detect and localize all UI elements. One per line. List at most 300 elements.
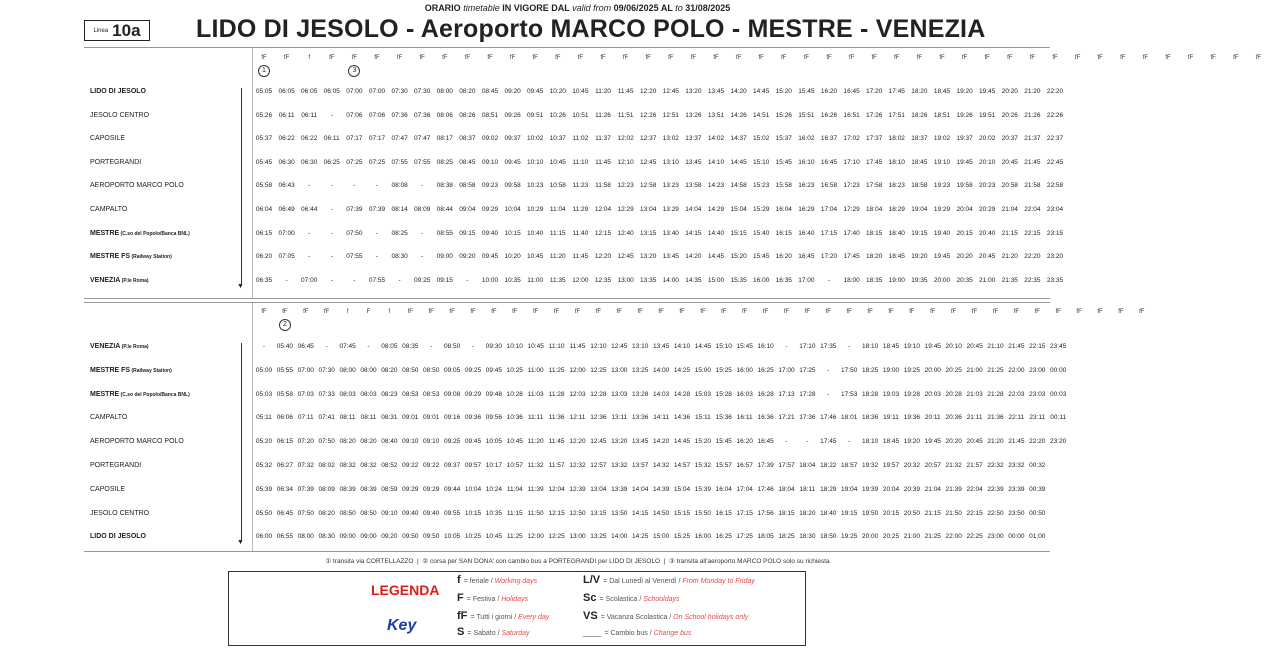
time-cell: 00:11 [1050,414,1067,422]
stop-name [90,88,146,95]
time-cell: 08:44 [436,206,453,213]
time-cell: 19:26 [956,111,973,119]
time-cell: 16:25 [715,533,732,541]
time-cell: 07:00 [278,229,295,237]
time-cell: 15:03 [694,390,712,398]
time-cell: - [827,390,830,398]
time-cell: 10:45 [527,343,544,350]
time-cell: 16:51 [843,111,860,119]
time-cell: - [308,253,311,261]
time-cell: 07:06 [368,111,386,119]
time-cell: 14:45 [673,438,691,446]
time-cell: 20:32 [903,462,921,469]
time-cell: 15:45 [736,343,753,350]
time-cell: - [398,276,401,284]
time-cell: 09:50 [402,533,419,541]
time-cell: 15:20 [775,88,792,95]
time-cell: 10:58 [549,182,566,190]
time-cell: 16:10 [757,343,774,350]
time-cell: 11:25 [506,533,523,541]
time-cell: 08:52 [381,462,398,469]
time-cell: 18:45 [911,158,928,166]
time-cell: 16:37 [820,135,838,143]
time-cell: 14:50 [652,509,670,517]
time-cell: 20:23 [979,182,996,190]
time-cell: 11:35 [549,276,566,284]
time-cell: 07:45 [339,343,356,350]
time-cell: 16:20 [775,253,792,261]
time-cell: 19:58 [956,182,973,190]
day-code: fF [888,309,894,315]
time-cell: 08:06 [436,111,453,119]
day-code: fF [1139,309,1145,315]
time-cell: 13:29 [662,206,679,213]
time-cell: 08:39 [360,485,377,493]
time-cell: 11:11 [528,414,544,422]
time-cell: 10:17 [485,462,503,469]
time-cell: 15:25 [715,366,732,374]
day-code: fF [303,309,309,315]
time-cell: 23:20 [1050,438,1067,446]
day-code: fF [781,55,787,61]
time-cell: 20:37 [1001,135,1018,143]
time-cell: 09:45 [527,88,544,95]
time-cell: 18:10 [861,343,879,350]
time-cell: 07:00 [368,88,386,95]
time-cell: - [471,343,475,350]
day-code: fF [261,55,267,61]
time-cell: 13:10 [662,158,679,166]
time-cell: 18:45 [882,343,900,350]
legend-text-it: = Vacanza Scolastica / [600,614,674,621]
time-cell: 10:15 [504,229,521,237]
time-cell: 14:02 [707,135,725,143]
time-cell: 10:51 [572,111,589,119]
time-cell: 11:45 [595,158,611,166]
time-cell: 11:10 [572,158,589,166]
day-code: fF [1013,309,1020,315]
time-cell: 20:20 [956,253,973,261]
time-cell: 15:45 [753,253,770,261]
day-code: fF [1007,55,1013,61]
time-cell: 18:23 [888,182,905,190]
time-cell: 22:32 [987,462,1004,469]
day-code: fF [1165,55,1171,61]
time-cell: 19:25 [903,366,921,374]
time-cell: 19:15 [911,229,928,237]
time-cell: 14:40 [707,229,725,237]
stop-name [90,182,184,189]
time-cell: 11:39 [527,485,544,493]
time-cell: 19:51 [979,111,996,119]
time-cell: 17:25 [799,366,816,374]
time-cell: 22:45 [1046,158,1064,166]
time-cell: - [421,229,424,237]
day-code: fF [574,309,581,315]
time-cell: 09:05 [443,366,461,374]
time-cell: 06:11 [323,135,340,143]
time-cell: 22:39 [987,485,1004,493]
time-cell: 08:02 [318,462,335,469]
day-code: fF [491,309,497,315]
time-cell: 20:11 [924,414,941,422]
time-cell: 15:15 [673,509,691,517]
time-cell: 13:04 [640,206,657,213]
legend-item [583,574,755,586]
stop-name [90,533,146,540]
time-cell: 23:04 [1046,206,1064,213]
time-cell: 17:20 [866,88,883,95]
time-cell: 05:58 [255,182,273,190]
time-cell: 14:00 [662,276,679,284]
time-cell: 09:44 [443,485,461,493]
time-cell: 10:35 [485,509,503,517]
time-cell: 14:45 [694,343,712,350]
time-cell: 09:40 [481,229,499,237]
time-cell: 00:39 [1029,485,1046,493]
time-cell: 21:00 [966,366,983,374]
time-cell: 15:23 [753,182,770,190]
time-cell: 19:10 [903,343,921,350]
time-cell: 11:00 [527,366,544,374]
time-cell: 19:45 [979,88,996,95]
time-cell: 05:11 [256,414,272,422]
day-code: fF [449,309,455,315]
time-cell: 06:05 [323,88,340,95]
time-cell: 08:11 [339,414,356,422]
time-cell: 12:03 [569,390,586,398]
time-cell: 11:40 [572,229,589,237]
time-cell: 14:57 [673,462,691,469]
time-cell: 09:45 [485,366,503,374]
time-cell: 11:50 [527,509,544,517]
legend-text-it: = feriale / [463,578,495,585]
day-code: fF [826,55,832,61]
time-cell: 14:58 [730,182,747,190]
day-code: fF [758,55,764,61]
time-cell: 07:55 [368,276,386,284]
day-code: fF [984,55,990,61]
legend-text-it: = Festiva / [466,596,502,603]
time-cell: 15:04 [673,485,691,493]
time-cell: 11:15 [549,229,566,237]
time-cell: 13:39 [611,485,628,493]
time-cell: 08:20 [318,509,335,517]
time-cell: 23:15 [1046,229,1064,237]
time-cell: 09:51 [527,111,544,119]
time-cell: 22:15 [966,509,983,517]
time-cell: 06:00 [255,533,273,541]
time-cell: 10:37 [549,135,566,143]
time-cell: 10:10 [527,158,544,166]
time-cell: 00:00 [1008,533,1025,541]
time-cell: 08:14 [391,206,408,213]
time-cell: 08:45 [459,158,476,166]
time-cell: 12:35 [594,276,612,284]
time-cell: 20:04 [882,485,900,493]
day-code: fF [700,309,706,315]
time-cell: 14:51 [753,111,770,119]
time-cell: 09:56 [485,414,503,422]
time-cell: 16:00 [694,533,712,541]
time-cell: 13:45 [652,343,670,350]
time-cell: 13:15 [590,509,607,517]
time-cell: 09:20 [504,88,521,95]
stop-name [90,135,125,142]
time-cell: 18:30 [799,533,816,541]
time-cell: - [330,111,333,119]
day-code: fF [916,55,923,61]
time-cell: 17:23 [843,182,860,190]
day-code: fF [867,309,873,315]
time-cell: 10:04 [504,206,521,213]
validity-from: 09/06/2025 [613,3,659,13]
time-cell: 17:28 [799,390,816,398]
legend-title-it: LEGENDA [371,582,440,598]
stop-label: CAMPALTO [90,414,128,422]
time-cell: 19:32 [861,462,879,469]
time-cell: 21:15 [924,509,941,517]
time-cell: 12:28 [590,390,607,398]
time-cell: 16:04 [715,485,732,493]
time-cell: 13:50 [611,509,628,517]
time-cell: 14:25 [632,533,649,541]
legend-text-en: Saturday [501,630,530,637]
time-cell: 16:20 [736,438,753,446]
time-cell: 21:28 [987,390,1004,398]
time-cell: 09:36 [464,414,482,422]
time-cell: 05:50 [255,509,273,517]
time-cell: 12:15 [594,229,612,237]
time-cell: 17:45 [866,158,883,166]
time-cell: 16:10 [798,158,815,166]
time-cell: 19:20 [956,88,973,95]
stop-label: VENEZIA [90,343,121,350]
time-cell: 17:21 [778,414,795,422]
time-cell: 18:15 [866,229,883,237]
time-cell: 16:23 [798,182,815,190]
time-cell: 09:04 [459,206,476,213]
time-cell: 06:27 [276,462,294,469]
time-cell: 08:20 [360,438,377,446]
legend-text-en: On School holidays only [673,614,749,621]
time-cell: 08:09 [318,485,335,493]
time-cell: 08:09 [414,206,431,213]
day-code: fF [374,55,380,61]
stop-name [90,253,172,260]
time-cell: 16:36 [757,414,774,422]
day-code: fF [1255,55,1262,61]
stop-label: MESTRE FS [90,366,131,374]
time-cell: 20:10 [979,158,996,166]
time-cell: 15:40 [753,229,770,237]
day-code: fF [1055,309,1061,315]
time-cell: 08:11 [360,414,377,422]
day-code: F [366,309,371,315]
time-cell: 07:32 [297,462,314,469]
time-cell: 19:20 [911,253,928,261]
day-code: fF [658,309,664,315]
time-cell: 19:03 [882,390,900,398]
time-cell: 12:04 [548,485,565,493]
time-cell: 19:20 [903,438,921,446]
stop-label: JESOLO CENTRO [90,509,150,517]
time-cell: 19:23 [933,182,951,190]
time-cell: - [285,276,288,284]
footnote-mark: 2 [279,319,291,331]
time-cell: 22:50 [987,509,1004,517]
time-cell: 14:03 [652,390,670,398]
time-cell: 17:00 [798,276,815,284]
time-cell: 07:05 [278,253,295,261]
time-cell: 12:00 [569,366,586,374]
time-cell: 21:00 [979,276,996,284]
time-cell: 17:46 [757,485,774,493]
time-cell: 18:25 [778,533,795,541]
day-code: fF [1029,55,1036,61]
inbound-timetable [84,302,1145,552]
time-cell: 11:20 [549,253,566,261]
time-cell: 07:17 [368,135,386,143]
day-code: fF [1097,55,1103,61]
time-cell: 10:57 [506,462,523,469]
stop-label: JESOLO CENTRO [90,111,150,119]
time-cell: 17:15 [736,509,753,517]
stop-name [90,414,127,421]
legend-item [457,574,537,586]
time-cell: 08:40 [381,438,398,446]
time-cell: 08:17 [436,135,453,143]
time-cell: 09:40 [423,509,440,517]
legend-text-en: From Monday to Friday [682,578,755,585]
time-cell: 22:26 [1046,111,1064,119]
time-cell: 19:45 [924,343,941,350]
time-cell: 16:15 [775,229,792,237]
time-cell: 19:57 [882,462,900,469]
time-cell: 09:16 [443,414,461,422]
time-cell: 09:00 [436,253,453,261]
time-cell: 17:29 [843,206,860,213]
time-cell: 07:30 [391,88,408,95]
time-cell: 09:45 [504,158,521,166]
time-cell: 21:10 [987,343,1004,350]
time-cell: 18:01 [841,414,858,422]
time-cell: 10:25 [506,366,523,374]
time-cell: 21:25 [924,533,941,541]
time-cell: 14:11 [653,414,669,422]
time-cell: 11:02 [572,135,589,143]
time-cell: 06:05 [278,88,295,95]
legend-text-it: = Dal Lunedì al Venerdì / [603,578,683,585]
time-cell: 17:45 [820,438,837,446]
time-cell: 05:00 [255,366,273,374]
time-cell: 23:11 [1029,414,1046,422]
time-cell: 09:20 [459,253,476,261]
time-cell: 15:32 [694,462,712,469]
time-cell: 00:00 [1050,366,1067,374]
time-cell: 08:35 [402,343,419,350]
time-cell: 12:57 [590,462,607,469]
time-cell: 18:20 [911,88,928,95]
time-cell: 14:23 [707,182,725,190]
time-cell: 08:50 [360,509,377,517]
time-cell: 17:10 [799,343,816,350]
time-cell: 18:58 [911,182,928,190]
time-cell: 12:58 [640,182,657,190]
time-cell: 08:50 [339,509,356,517]
stop-label: MESTRE FS [90,253,131,261]
time-cell: 07:55 [346,253,363,261]
time-cell: 19:00 [882,366,900,374]
time-cell: - [466,276,469,284]
time-cell: 14:45 [730,158,747,166]
time-cell: 15:00 [652,533,670,541]
time-cell: 11:10 [548,343,565,350]
time-cell: - [330,253,333,261]
time-cell: 23:00 [987,533,1004,541]
time-cell: 14:04 [632,485,649,493]
time-cell: 10:35 [504,276,521,284]
time-cell: 13:00 [611,366,628,374]
time-cell: 07:00 [346,88,363,95]
time-cell: 22:37 [1046,135,1064,143]
time-cell: 07:39 [346,206,363,213]
day-code: f [346,309,349,315]
time-cell: 17:25 [736,533,753,541]
time-cell: 19:50 [861,509,879,517]
time-cell: 13:11 [611,414,628,422]
time-cell: 17:37 [866,135,883,143]
time-cell: 06:25 [323,158,340,166]
legend-text-it: = Cambio bus / [604,630,654,637]
time-cell: 08:30 [318,533,335,541]
time-cell: 22:00 [1008,366,1025,374]
time-cell: 14:15 [632,509,649,517]
time-cell: 09:29 [464,390,482,398]
time-cell: 18:10 [861,438,879,446]
time-cell: 07:41 [318,414,335,422]
stop-sublabel: (Railway Station) [130,254,172,261]
time-cell: 09:00 [339,533,356,541]
time-cell: 08:05 [381,343,398,350]
time-cell: 13:45 [632,438,649,446]
time-cell: 05:37 [255,135,273,143]
legend-text-it: = Sabato / [467,630,502,637]
stop-sublabel: (P.le Roma) [120,344,149,350]
time-cell: 22:20 [1029,438,1046,446]
day-code: fF [464,55,471,61]
time-cell: 07:03 [297,390,314,398]
time-cell: 17:45 [888,88,905,95]
time-cell: 13:02 [662,135,679,143]
time-cell: 05:32 [255,462,273,469]
day-code: fF [1118,309,1124,315]
time-cell: 12:15 [548,509,565,517]
time-cell: 10:45 [485,533,503,541]
time-cell: 20:10 [945,343,962,350]
time-cell: 09:00 [360,533,377,541]
day-code: fF [351,55,358,61]
time-cell: 17:20 [820,253,838,261]
day-code: fF [442,55,448,61]
time-cell: 21:45 [1008,438,1025,446]
time-cell: 12:20 [569,438,586,446]
time-cell: 05:05 [255,88,273,95]
time-cell: 23:50 [1008,509,1025,517]
day-code: f [388,309,391,315]
time-cell: 17:35 [820,343,837,350]
day-code: fF [1076,309,1082,315]
